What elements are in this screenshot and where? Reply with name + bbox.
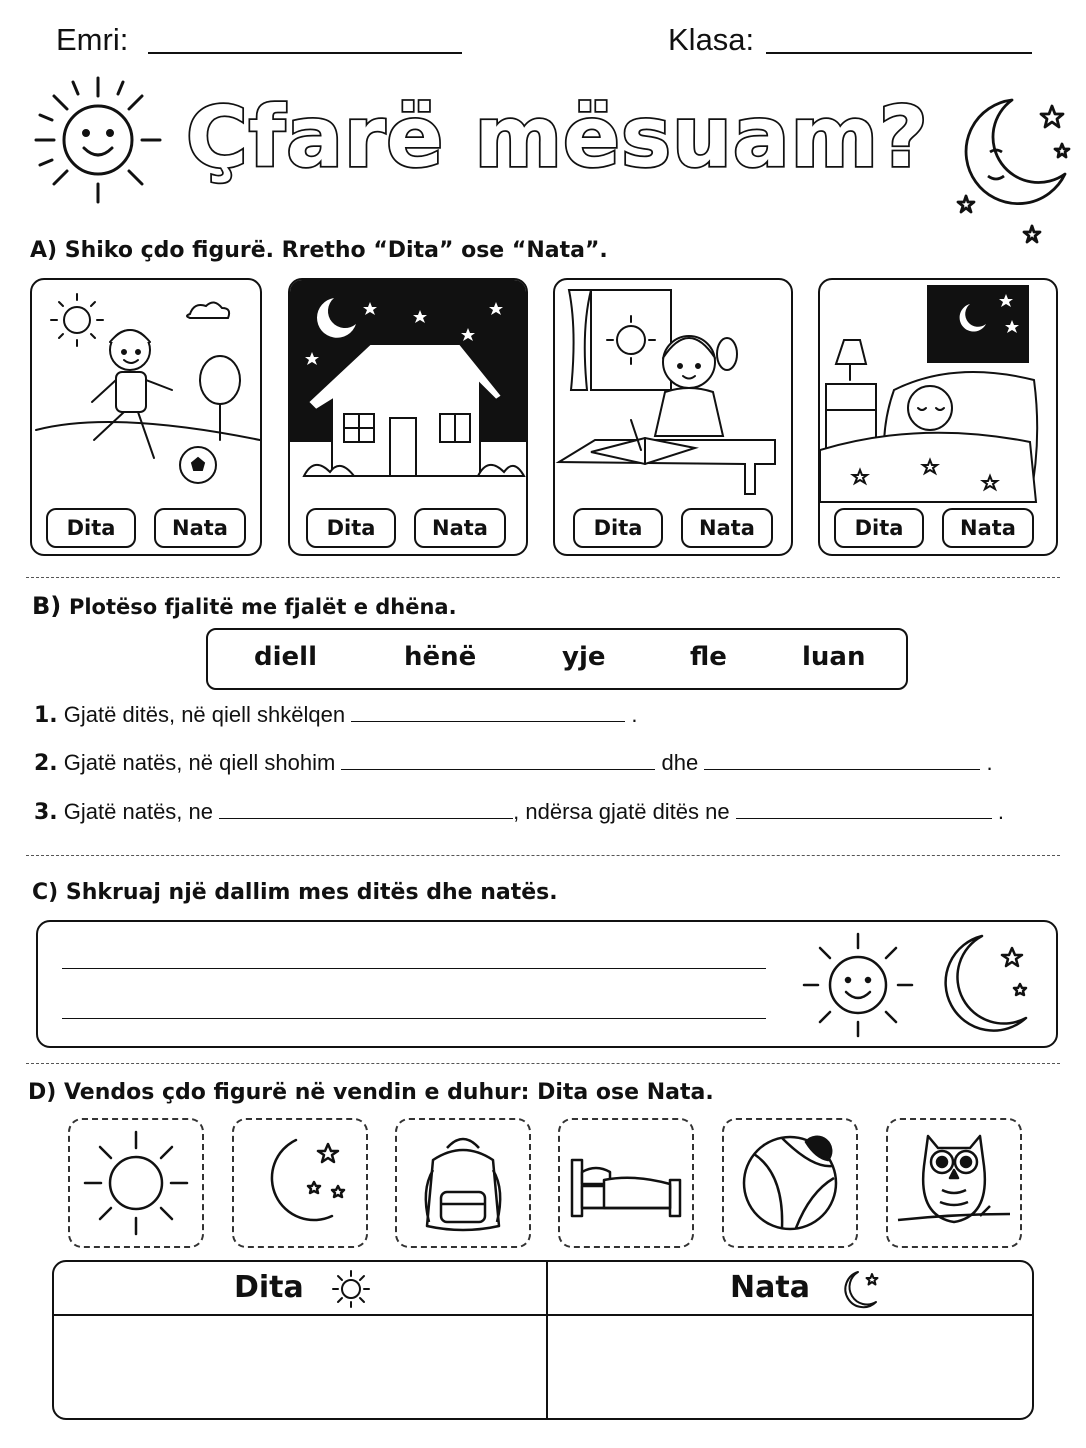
picture-box[interactable] xyxy=(68,1118,204,1248)
sun-icon xyxy=(330,1268,372,1310)
option-dita-1[interactable]: Dita xyxy=(46,508,136,548)
sentence-2 xyxy=(34,750,993,776)
moon-stars-icon xyxy=(950,92,1080,252)
scene-card-girl-writing xyxy=(553,278,793,556)
sorting-table xyxy=(52,1260,1034,1420)
sentence-3 xyxy=(34,799,1004,825)
section-divider xyxy=(26,855,1060,856)
sentence-text: Gjatë natës, ne xyxy=(63,799,214,824)
word-bank-item: fle xyxy=(690,642,727,672)
section-b-letter: B) xyxy=(32,592,62,620)
answer-blank[interactable] xyxy=(351,703,625,722)
word-bank-item: diell xyxy=(254,642,317,672)
scene-card-child-sleeping xyxy=(818,278,1058,556)
sentence-number: 2. xyxy=(34,751,58,776)
picture-box[interactable] xyxy=(886,1118,1022,1248)
option-dita-4[interactable]: Dita xyxy=(834,508,924,548)
sentence-end: . xyxy=(631,702,638,727)
class-label: Klasa: xyxy=(668,22,755,57)
sun-icon xyxy=(70,1120,202,1246)
word-bank-item: luan xyxy=(802,642,866,672)
answer-blank[interactable] xyxy=(341,751,655,770)
section-c-instruction: C) Shkruaj një dallim mes ditës dhe natës. xyxy=(32,880,558,905)
scene-card-boy-playing xyxy=(30,278,262,556)
section-divider xyxy=(26,1063,1060,1064)
section-divider xyxy=(26,577,1060,578)
writing-line[interactable] xyxy=(62,1018,766,1019)
moon-stars-icon xyxy=(234,1120,366,1246)
scene-card-house-night xyxy=(288,278,528,556)
option-dita-2[interactable]: Dita xyxy=(306,508,396,548)
moon-icon xyxy=(838,1268,882,1312)
column-label-dita: Dita xyxy=(234,1270,304,1305)
answer-blank[interactable] xyxy=(219,800,513,819)
word-bank xyxy=(206,628,908,690)
option-nata-4[interactable]: Nata xyxy=(942,508,1034,548)
column-label-nata: Nata xyxy=(730,1270,810,1305)
sentence-text: , ndërsa gjatë ditës ne xyxy=(513,799,730,824)
option-nata-1[interactable]: Nata xyxy=(154,508,246,548)
picture-box[interactable] xyxy=(722,1118,858,1248)
owl-icon xyxy=(888,1120,1020,1246)
page-title: Çfarë mësuam? xyxy=(186,88,929,186)
sentence-end: . xyxy=(997,799,1004,824)
class-field[interactable] xyxy=(766,52,1032,54)
bed-icon xyxy=(560,1120,692,1246)
sentence-number: 3. xyxy=(34,800,58,825)
picture-box[interactable] xyxy=(395,1118,531,1248)
section-b-instruction: Plotëso fjalitë me fjalët e dhëna. xyxy=(68,595,457,619)
option-nata-2[interactable]: Nata xyxy=(414,508,506,548)
sun-icon xyxy=(798,930,918,1040)
name-label: Emri: xyxy=(56,22,129,57)
sentence-text: Gjatë ditës, në qiell shkëlqen xyxy=(63,702,346,727)
sentence-end: . xyxy=(986,750,993,775)
table-header-divider xyxy=(54,1314,1032,1316)
sun-icon xyxy=(28,70,168,210)
writing-line[interactable] xyxy=(62,968,766,969)
word-bank-item: yje xyxy=(562,642,606,672)
sentence-1 xyxy=(34,702,637,728)
word-bank-item: hënë xyxy=(404,642,477,672)
picture-box[interactable] xyxy=(558,1118,694,1248)
column-header-nata xyxy=(548,1262,1032,1314)
section-b-heading xyxy=(32,592,457,620)
option-dita-3[interactable]: Dita xyxy=(573,508,663,548)
section-d-instruction: D) Vendos çdo figurë në vendin e duhur: Dita ose Nata. xyxy=(28,1080,714,1105)
sentence-number: 1. xyxy=(34,703,58,728)
moon-stars-icon xyxy=(938,932,1038,1036)
sentence-text: dhe xyxy=(661,750,699,775)
option-nata-3[interactable]: Nata xyxy=(681,508,773,548)
beach-ball-icon xyxy=(724,1120,856,1246)
answer-blank[interactable] xyxy=(736,800,992,819)
sentence-text: Gjatë natës, në qiell shohim xyxy=(63,750,336,775)
name-field[interactable] xyxy=(148,52,462,54)
section-a-instruction: A) Shiko çdo figurë. Rretho “Dita” ose “Nata”. xyxy=(30,238,608,263)
difference-writing-box xyxy=(36,920,1058,1048)
answer-blank[interactable] xyxy=(704,751,980,770)
column-header-dita xyxy=(54,1262,546,1314)
backpack-icon xyxy=(397,1120,529,1246)
drop-zone-nata[interactable] xyxy=(549,1317,1032,1418)
picture-box[interactable] xyxy=(232,1118,368,1248)
drop-zone-dita[interactable] xyxy=(54,1317,546,1418)
